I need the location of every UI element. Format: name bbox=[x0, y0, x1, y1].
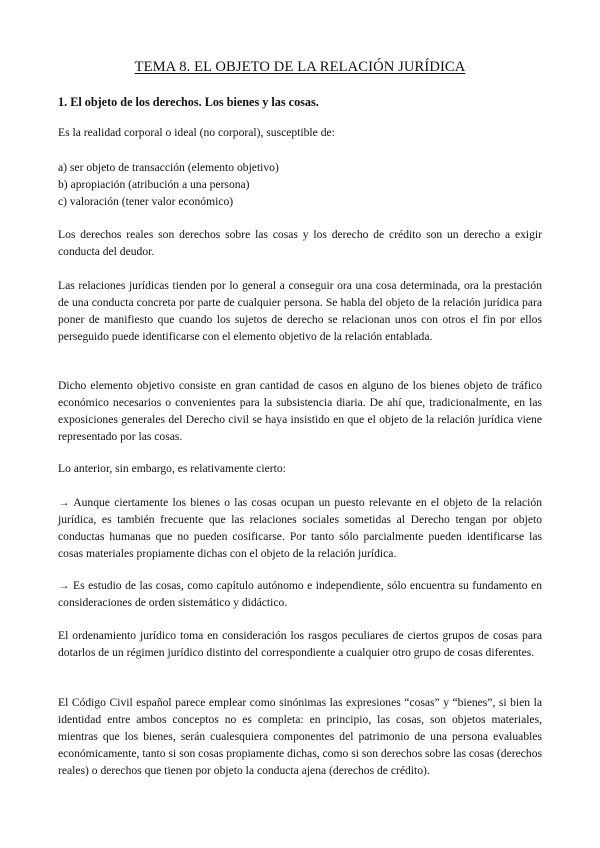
criteria-list bbox=[58, 159, 542, 210]
paragraph-arrow-estudio: → Es estudio de las cosas, como capítulo autónomo e independiente, sólo encuentra su fundamento en consideraciones de orden sistemático y didáctico. bbox=[58, 579, 542, 609]
list-item: b) apropiación (atribución a una persona) bbox=[58, 178, 250, 191]
paragraph-relaciones-juridicas: Las relaciones jurídicas tienden por lo general a conseguir ora una cosa determinada, ora la prestación de una conducta concreta por parte de cualquier persona. Se habla del objeto de la relación jurídica para poner de manifiesto que cuando los sujetos de derecho se relacionan unos con otros el fin por ellos perseguido puede identificarse con el elemento objetivo de la relación entablada. bbox=[58, 279, 542, 343]
page-title: TEMA 8. EL OBJETO DE LA RELACIÓN JURÍDICA bbox=[134, 59, 466, 75]
paragraph-derechos-reales: Los derechos reales son derechos sobre las cosas y los derecho de crédito son un derecho a exigir conducta del deudor. bbox=[58, 228, 542, 258]
list-item: a) ser objeto de transacción (elemento objetivo) bbox=[58, 161, 279, 174]
list-item: c) valoración (tener valor económico) bbox=[58, 195, 234, 208]
paragraph-arrow-bienes: → Aunque ciertamente los bienes o las cosas ocupan un puesto relevante en el objeto de la relación jurídica, es también frecuente que las relaciones sociales sometidas al Derecho tengan por objeto conductas humanas que no pueden cosificarse. Por tanto sólo parcialmente pueden identificarse las cosas materiales propiamente dichas con el objeto de la relación jurídica. bbox=[58, 496, 542, 560]
paragraph-lo-anterior: Lo anterior, sin embargo, es relativamente cierto: bbox=[58, 462, 286, 475]
paragraph-elemento-objetivo: Dicho elemento objetivo consiste en gran cantidad de casos en alguno de los bienes objeto de tráfico económico necesarios o convenientes para la subsistencia diaria. De ahí que, tradicionalmente, en las exposiciones generales del Derecho civil se haya insistido en que el objeto de la relación jurídica viene representado por las cosas. bbox=[58, 379, 542, 443]
paragraph-ordenamiento: El ordenamiento jurídico toma en consideración los rasgos peculiares de ciertos grupos de cosas para dotarlos de un régimen jurídico distinto del correspondiente a cualquier otro grupo de cosas diferentes. bbox=[58, 629, 542, 659]
intro-paragraph: Es la realidad corporal o ideal (no corporal), susceptible de: bbox=[58, 126, 335, 139]
section-heading: 1. El objeto de los derechos. Los bienes y las cosas. bbox=[58, 95, 319, 109]
paragraph-codigo-civil: El Código Civil español parece emplear como sinónimas las expresiones “cosas” y “bienes”, si bien la identidad entre ambos conceptos no es completa: en principio, las cosas, son objetos materiales, mientras que los bienes, serán cualesquiera componentes del patrimonio de una persona evaluables económicamente, tanto si son cosas propiamente dichas, como si son derechos sobre las cosas (derechos reales) o derechos que tienen por objeto la conducta ajena (derechos de crédito). bbox=[58, 696, 542, 777]
